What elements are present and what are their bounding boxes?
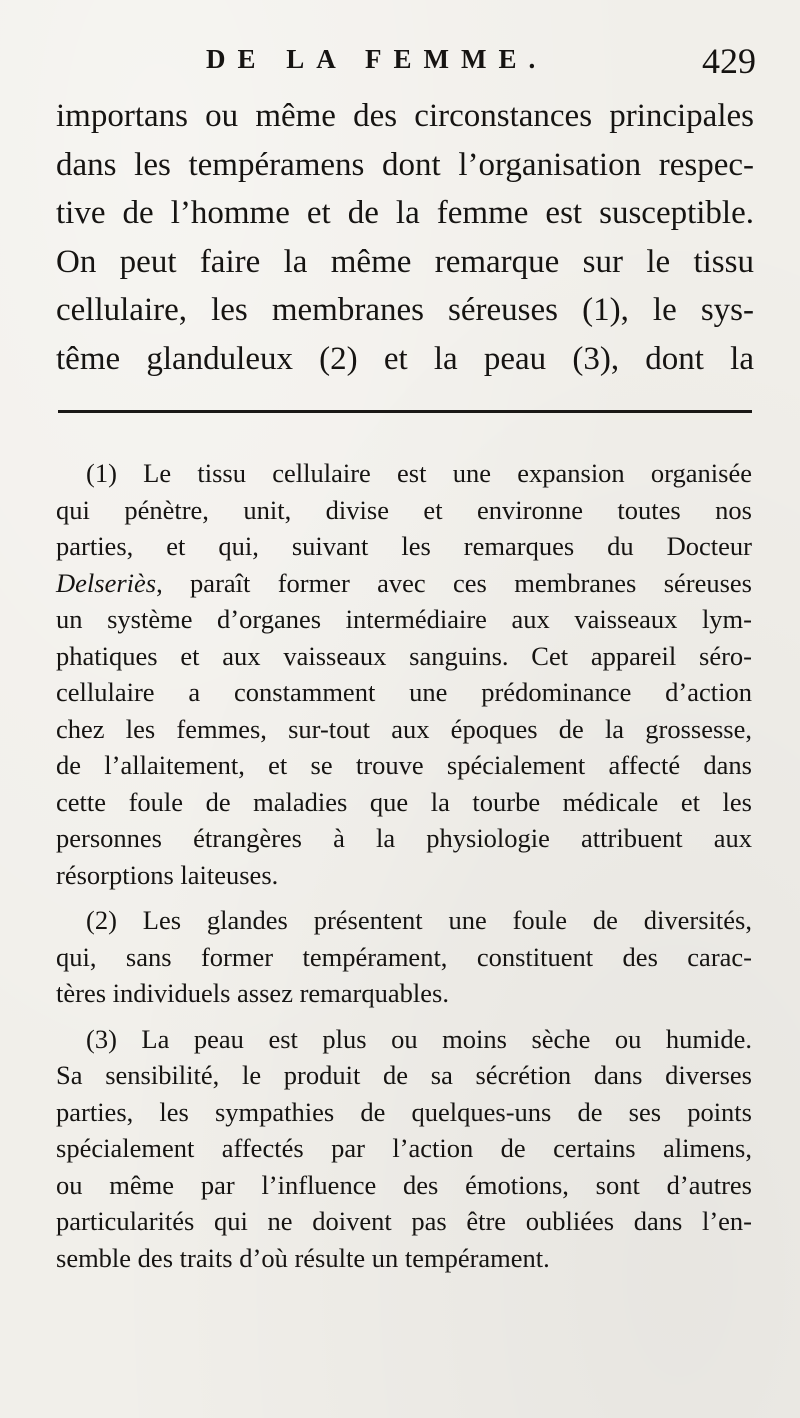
main-text [56,92,754,383]
footnote-line: parties, les sympathies de quelques-uns de ses points [56,1096,752,1127]
author-name: Delseriès [56,567,157,598]
main-text-line: importans ou même des circonstances principales [56,98,754,134]
page-header [56,40,756,90]
footnote-1 [56,455,752,893]
footnote-line-rest: , paraît former avec ces membranes séreuses [156,567,752,598]
footnote-line: (1) Le tissu cellulaire est une expansion organisée [86,458,752,488]
footnote-line: phatiques et aux vaisseaux sanguins. Cet appareil séro- [56,640,752,671]
footnote-line: de l’allaitement, et se trouve spécialement affecté dans [56,750,752,780]
footnote-line: semble des traits d’où résulte un tempérament. [56,1242,550,1273]
footnote-line: qui pénètre, unit, divise et environne toutes nos [56,494,752,525]
main-text-line: dans les tempéramens dont l’organisation respec- [56,146,754,183]
footnote-line: cette foule de maladies que la tourbe médicale et les [56,786,752,817]
footnote-line: qui, sans former tempérament, constituent des carac- [56,941,752,972]
footnote-line: cellulaire a constamment une prédominance d’action [56,677,752,707]
footnote-line: (3) La peau est plus ou moins sèche ou humide. [86,1023,752,1054]
footnote-line: personnes étrangères à la physiologie attribuent aux [56,823,752,853]
footnote-line: résorptions laiteuses. [56,859,279,890]
footnote-3 [56,1021,752,1277]
footnote-line: tères individuels assez remarquables. [56,978,449,1008]
footnote-line: parties, et qui, suivant les remarques du Docteur [56,531,752,561]
main-text-line: tême glanduleux (2) et la peau (3), dont la [56,340,754,377]
footnote-2 [56,902,752,1012]
footnote-line: ou même par l’influence des émotions, sont d’autres [56,1169,752,1200]
footnote-line: un système d’organes intermédiaire aux vaisseaux lym- [56,604,752,634]
footnote-line: particularités qui ne doivent pas être oubliées dans l’en- [56,1206,752,1236]
footnote-line [56,565,752,602]
running-head: DE LA FEMME. [206,44,548,74]
main-text-line: On peut faire la même remarque sur le tissu [56,243,754,280]
footnote-line: chez les femmes, sur-tout aux époques de la grossesse, [56,713,752,744]
main-text-line: cellulaire, les membranes séreuses (1), le sys- [56,292,754,328]
footnote-line: spécialement affectés par l’action de certains alimens, [56,1133,752,1163]
page-number: 429 [702,41,756,81]
footnote-line: Sa sensibilité, le produit de sa sécrétion dans diverses [56,1060,752,1090]
main-text-line: tive de l’homme et de la femme est susceptible. [56,195,754,231]
footnote-separator-rule [58,410,752,413]
footnote-line: (2) Les glandes présentent une foule de diversités, [86,905,752,935]
footnotes [56,455,752,1276]
